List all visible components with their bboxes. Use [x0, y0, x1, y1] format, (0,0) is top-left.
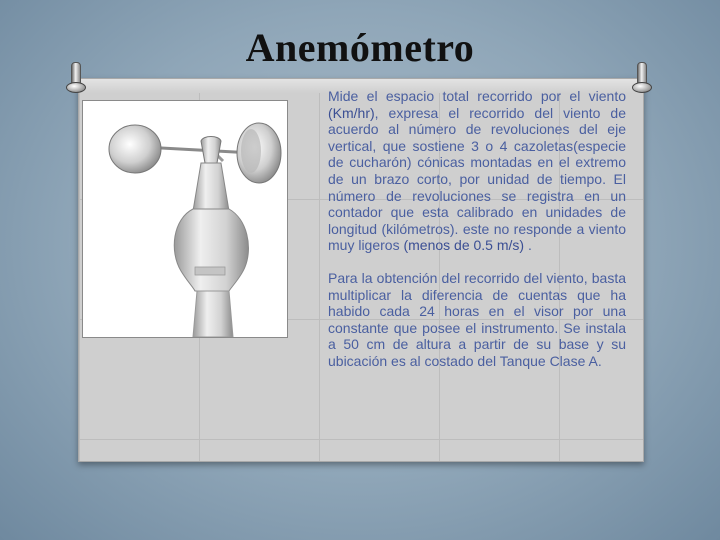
anemometer-body — [174, 209, 248, 291]
right-pushpin-icon — [632, 62, 650, 92]
slide-title: Anemómetro — [245, 25, 475, 70]
speed-units: (Km/hr) — [328, 104, 375, 121]
left-pushpin-icon — [66, 62, 84, 92]
paragraph1-part3: . — [524, 237, 532, 254]
paragraph-description — [328, 88, 626, 254]
anemometer-illustration — [83, 101, 287, 337]
anemometer-photo — [82, 100, 288, 338]
paragraph1-part2: , expresa el recorrido del viento de acuerdo al número de revoluciones del eje vertical, que sostiene 3 o 4 cazoletas(especie de cucharón) cónicas montadas en el extremo de un brazo corto, por unidad de tiempo. El número de revoluciones se registra en un contador que esta calibrado en unidades de longitud (kilómetros). este no responde a viento muy ligeros — [328, 104, 626, 254]
threshold-units: (menos de 0.5 m/s) — [403, 237, 525, 254]
description-text — [328, 88, 626, 370]
anemometer-neck — [193, 163, 229, 211]
paragraph-installation: Para la obtención del recorrido del viento, basta multiplicar la diferencia de cuentas que ha habido cada 24 horas en el visor por una constante que posee el instrumento. Se instala a 50 cm de altura a partir de su base y su ubicación es al costado del Tanque Clase A. — [328, 269, 626, 369]
counter-window — [195, 267, 225, 275]
left-cup — [109, 125, 161, 173]
anemometer-base — [193, 291, 233, 337]
paragraph1-part1: Mide el espacio total recorrido por el viento — [328, 88, 626, 104]
